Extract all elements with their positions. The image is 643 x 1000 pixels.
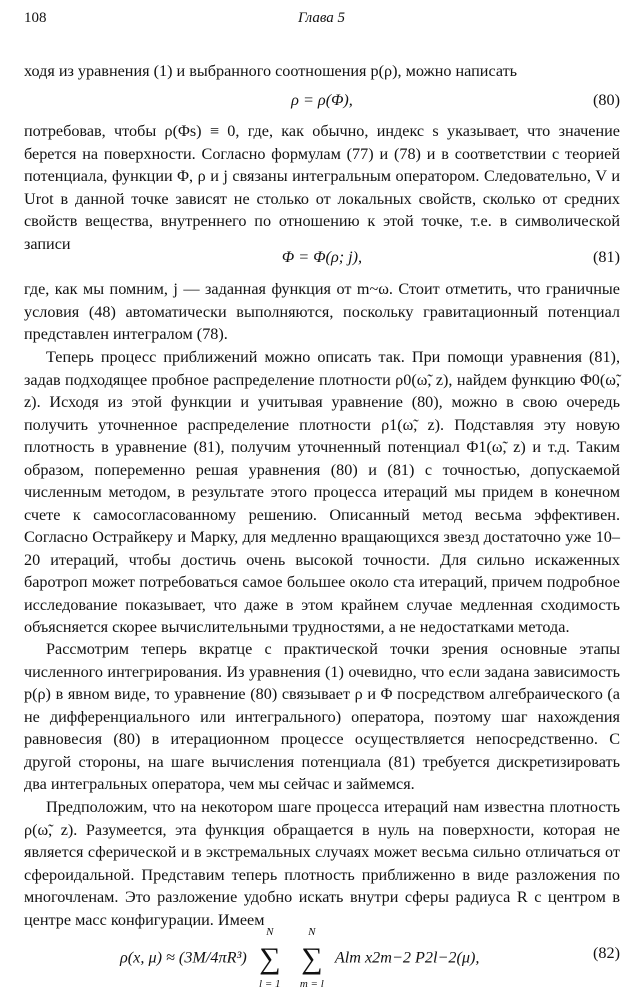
sum-m-lower: m = l xyxy=(299,978,324,990)
equation-80-number: (80) xyxy=(593,91,620,109)
chapter-title: Глава 5 xyxy=(297,10,346,26)
equation-81 xyxy=(24,245,620,269)
equation-82-term: Alm x2m−2 P2l−2(μ), xyxy=(334,948,480,967)
sum-l xyxy=(255,926,285,990)
paragraph-6-text: Предположим, что на некотором шаге процесса итераций нам известна плотность ρ(ω̃, z). Разумеется, эта функция обращается в нуль на поверхности, которая не является сферической и в экстремальных случаях может весьма сильно отличаться от сфероидальной. Представим теперь плотность приближенно в виде разложения по многочленам. Это разложение удобно искать внутри сферы радиуса R с центром в центре масс конфигурации. Имеем xyxy=(24,798,620,929)
equation-82-body xyxy=(120,926,480,990)
page-number: 108 xyxy=(24,10,47,26)
equation-81-expr: Φ = Φ(ρ; j), xyxy=(281,248,363,266)
page-header xyxy=(24,10,619,32)
paragraph-3-text: где, как мы помним, j — заданная функция от m~ω. Стоит отметить, что граничные условия (48) автоматически выполняются, поскольку гравитационный потенциал представлен интегралом (78). xyxy=(24,280,620,343)
paragraph-3 xyxy=(24,278,620,346)
paragraph-4-text: Теперь процесс приближений можно описать так. При помощи уравнения (81), задав подходящее пробное распределение плотности ρ0(ω̃, z), найдем функцию Φ0(ω̃, z). Исходя из этой функции и учитывая уравнение (80), можно в свою очередь получить уточненное распределение плотности ρ1(ω̃, z). Подставляя эту новую плотность в уравнение (81), получим уточненный потенциал Φ1(ω̃, z) и т.д. Таким образом, попеременно решая уравнения (80) и (81) с точностью, допускаемой численным методом, в результате этого процесса итераций мы придем в конечном счете к самосогласованному решению. Описанный метод весьма эффективен. Согласно Острайкеру и Марку, для медленно вращающихся звезд достаточно уже 10–20 итераций, чтобы достичь очень высокой точности. Для сильно искаженных баротроп может потребоваться самое большее около ста итераций, причем подробное исследование показывает, что даже в этом крайнем случае медленная сходимость объясняется скорее вычислительными трудностями, а не недостатками метода. xyxy=(24,348,620,636)
paragraph-intro-text: ходя из уравнения (1) и выбранного соотношения p(ρ), можно написать xyxy=(24,62,518,80)
equation-82-number: (82) xyxy=(593,944,620,962)
equation-80-expr: ρ = ρ(Φ), xyxy=(291,91,353,109)
equation-82-lhs: ρ(x, μ) ≈ (3M/4πR³) xyxy=(120,948,247,967)
paragraph-5 xyxy=(24,638,620,796)
sum-l-upper: N xyxy=(266,926,274,938)
paragraph-2-text: потребовав, чтобы ρ(Φs) ≡ 0, где, как обычно, индекс s указывает, что значение берется на поверхности. Согласно формулам (77) и (78) и в соответствии с теорией потенциала, функции Φ, ρ и j связаны интегральным оператором. Следовательно, V и Urot в данной точке зависят не столько от локальных свойств, сколько от средних свойств вещества, внутреннего по отношению к этой точке, т.е. в символической записи xyxy=(24,122,620,253)
equation-82 xyxy=(24,928,620,988)
sum-m xyxy=(297,926,327,990)
sum-m-upper: N xyxy=(308,926,316,938)
sigma-symbol: ∑ xyxy=(259,942,281,975)
paragraph-2 xyxy=(24,120,620,255)
paragraph-4 xyxy=(24,346,620,639)
equation-81-number: (81) xyxy=(593,248,620,266)
paragraph-5-text: Рассмотрим теперь вкратце с практической точки зрения основные этапы численного интегрирования. Из уравнения (1) очевидно, что если задана зависимость p(ρ) в явном виде, то уравнение (80) связывает ρ и Φ посредством алгебраического (а не дифференциального или интегрального) оператора, поэтому шаг нахождения равновесия (80) в итерационном процессе осуществляется непосредственно. С другой стороны, на шаге вычисления потенциала (81) требуется дискретизировать два интегральных оператора, чем мы сейчас и займемся. xyxy=(24,640,620,793)
equation-80 xyxy=(24,88,620,112)
paragraph-intro xyxy=(24,60,620,83)
paragraph-6 xyxy=(24,796,620,931)
sigma-symbol: ∑ xyxy=(301,942,323,975)
sum-l-lower: l = 1 xyxy=(259,978,281,990)
